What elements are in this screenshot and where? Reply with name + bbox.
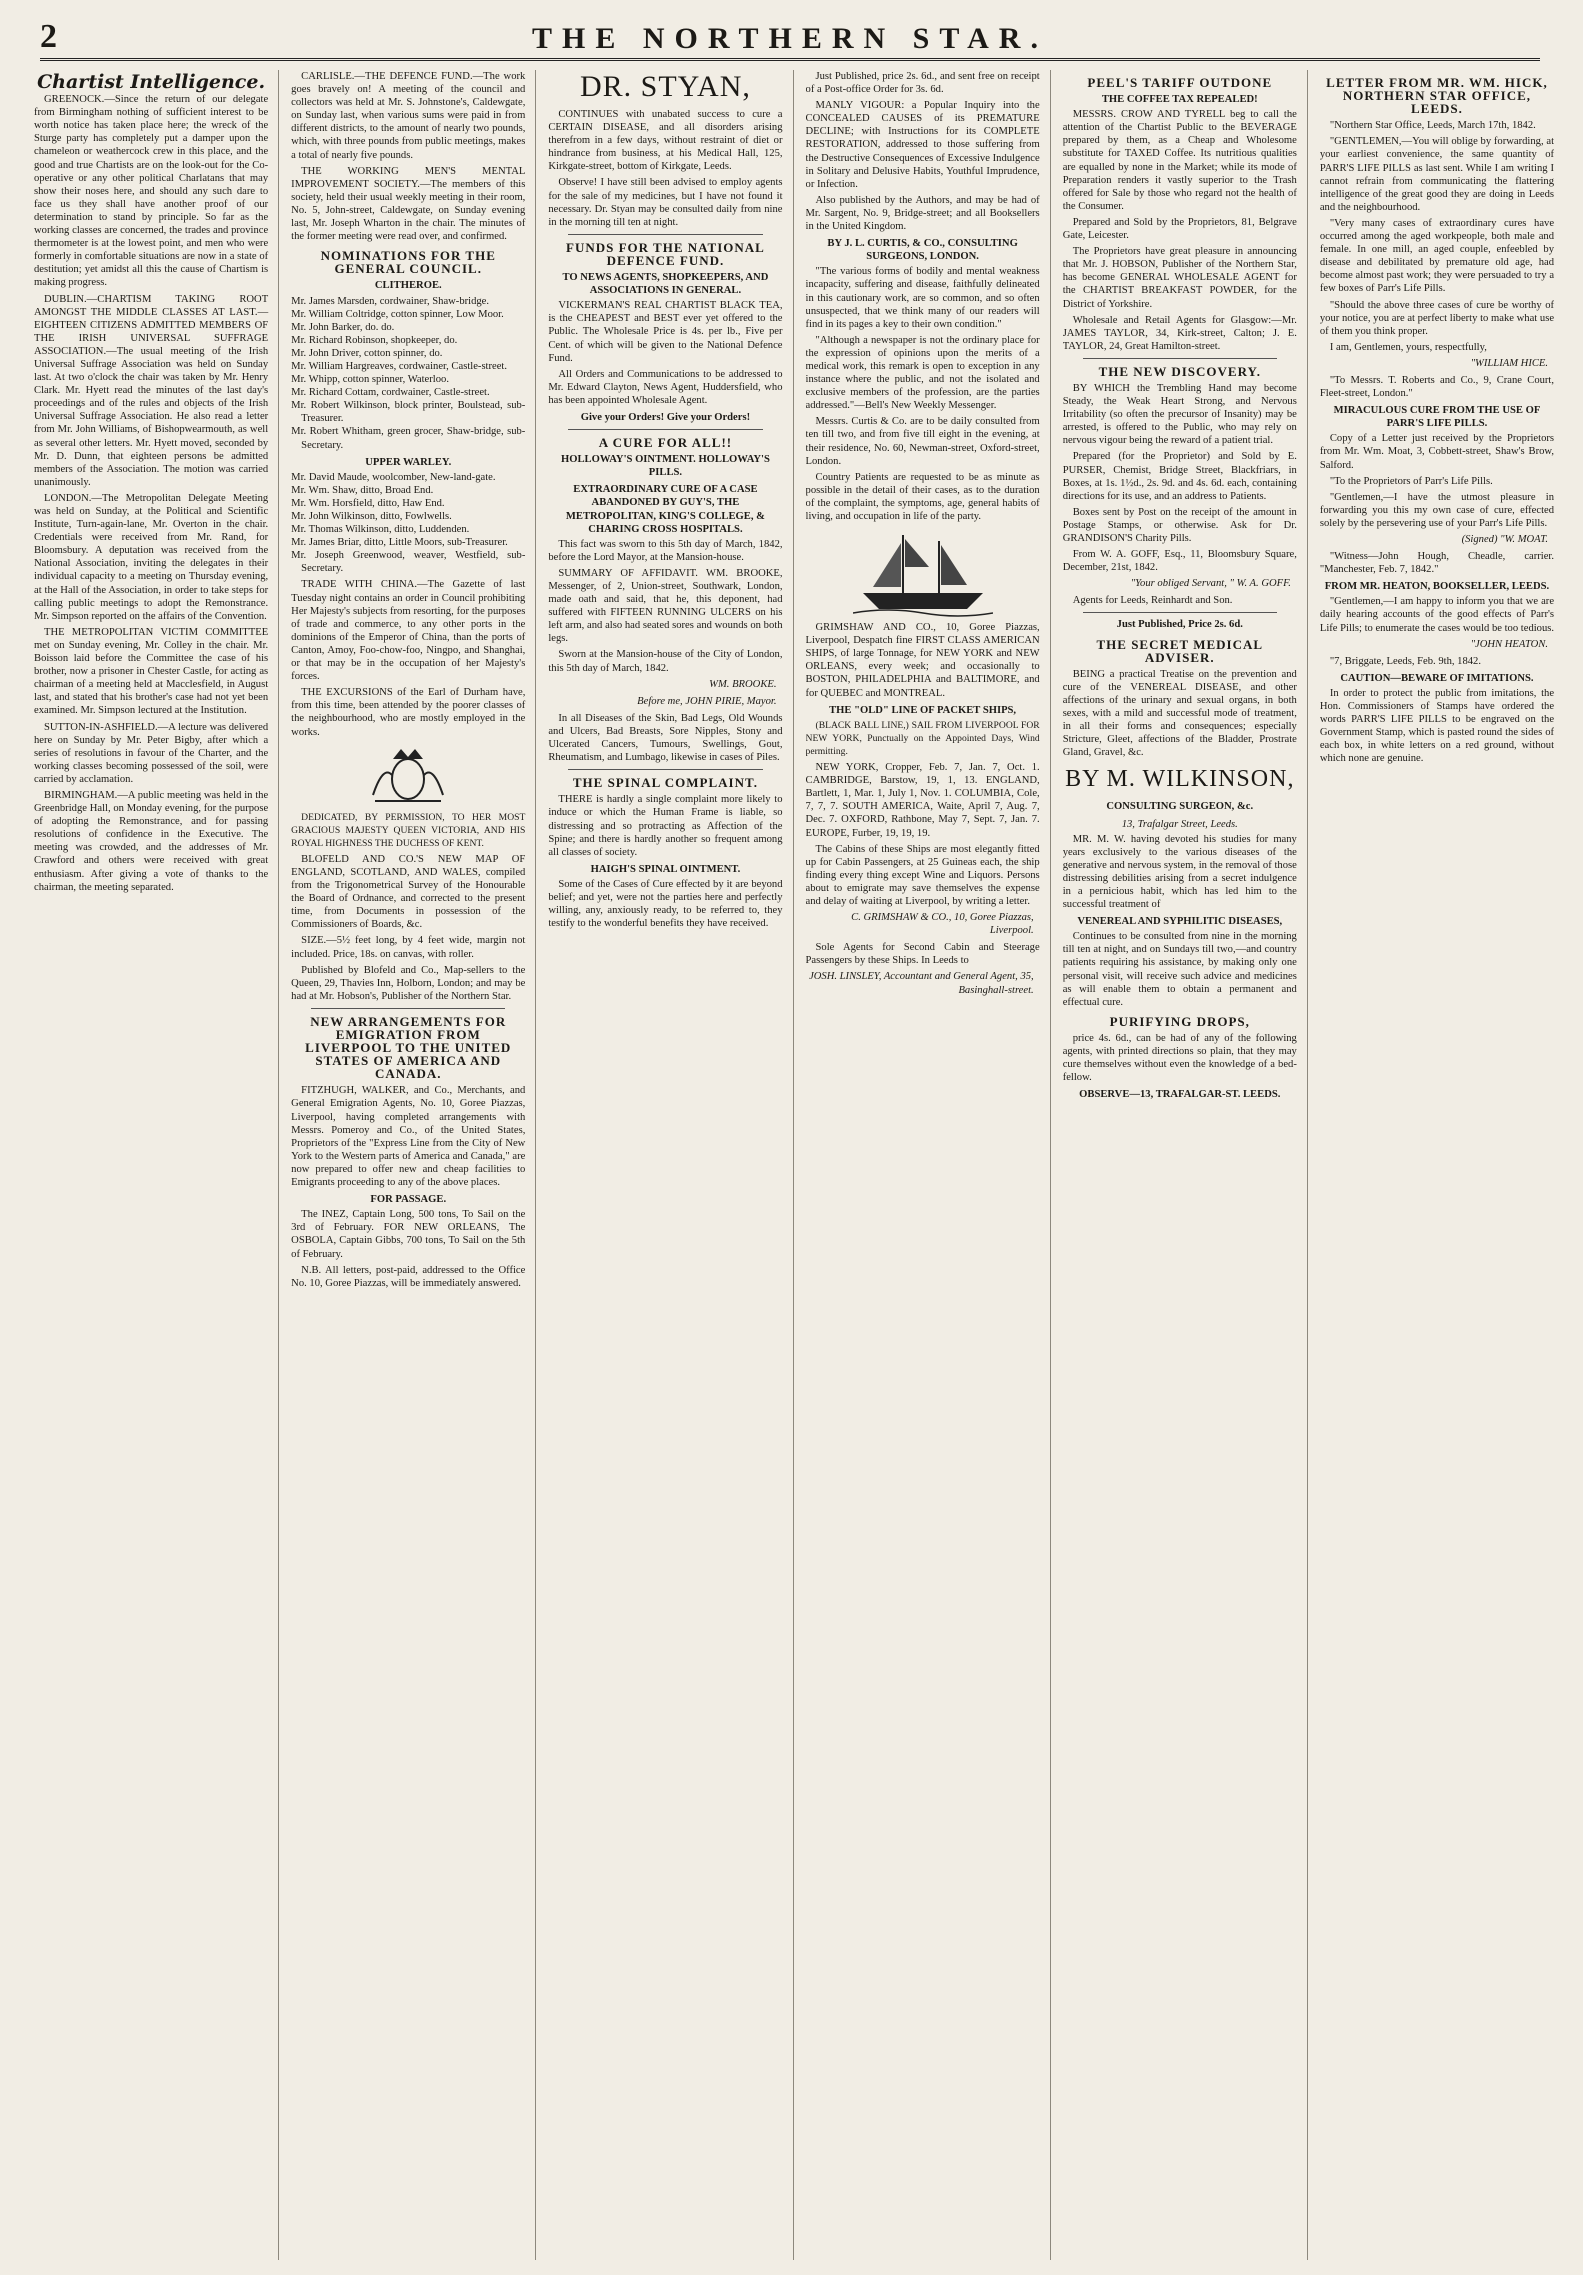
ad-styan-body: CONTINUES with unabated success to cure a CERTAIN DISEASE, and all disorders arising therefrom in a few days, without restraint of diet or hindrance from business, at his Medical Hall, 125, Kirkgate-street, bottom of Kirkgate, Leeds. xyxy=(548,109,783,173)
newspaper-title: THE NORTHERN STAR. xyxy=(532,22,1048,55)
hick-letter-body: "GENTLEMEN,—You will oblige by forwarding, at your earliest convenience, the same quantity of PARR'S LIFE PILLS as last sent. While I am writing I cannot refrain from communicating the flattering intelligence of the great good they are doing in Leeds and the neighbourhood. xyxy=(1319,136,1554,213)
ad-hobson-agent: The Proprietors have great pleasure in announcing that Mr. J. HOBSON, Publisher of the Northern Star, has become GENERAL WHOLESALE AGENT for the CHARTIST BREAKFAST POWDER, for the District of Yorkshire. xyxy=(1062,246,1297,310)
column-3 xyxy=(548,70,793,2260)
wilkinson-consulting: Continues to be consulted from nine in the morning till ten at night, and on Sundays till two,—and country patients requiring his assistance, by making only one personal visit, will receive such advice and medicines as will enable them to obtain a permanent and effectual cure. xyxy=(1062,931,1297,1008)
review-quote-1: "The various forms of bodily and mental weakness incapacity, suffering and disease, faithfully delineated in this cautionary work, are so common, and so often unsuspected, that we think many of our readers will find in its pages a key to their own condition." xyxy=(805,266,1040,330)
article-birmingham: BIRMINGHAM.—A public meeting was held in the Greenbridge Hall, on Monday evening, for the purpose of adopting the Remonstrance, and for passing resolutions of confidence in the Executive. The meeting was crowded, and the addresses of Mr. Crawford and others were received with great enthusiasm. After giving a vote of thanks to the chairman, the meeting separated. xyxy=(34,789,269,893)
ad-crow-address: Prepared and Sold by the Proprietors, 81, Belgrave Gate, Leicester. xyxy=(1062,216,1297,242)
ad-tea-agent: All Orders and Communications to be addressed to Mr. Edward Clayton, News Agent, Huddersfield, who has been appointed Wholesale Agent. xyxy=(548,368,783,406)
moat-witness: "Witness—John Hough, Cheadle, carrier. "Manchester, Feb. 7, 1842." xyxy=(1319,551,1554,576)
spinal-complaint-body: THERE is hardly a single complaint more likely to induce or which the Human Frame is liable, so distressing and so protracting as Affection of the Spine; and there is hardly another so frequent among all classes of society. xyxy=(548,794,783,858)
ad-glasgow-agents: Wholesale and Retail Agents for Glasgow:—Mr. JAMES TAYLOR, 34, Kirk-street, Calton; J. E. TAYLOR, 24, Great Hamilton-street. xyxy=(1062,314,1297,352)
secret-adviser-heading: THE SECRET MEDICAL ADVISER. xyxy=(1096,636,1264,665)
clitheroe-list xyxy=(291,295,525,452)
wilkinson-body: MR. M. W. having devoted his studies for many years exclusively to the various diseases of the generative and nervous system, in the removal of those distressing debilities arising from a secret indulgence in a pernicious habit, which has led him to the successful treatment of xyxy=(1062,833,1297,911)
purifying-drops-body: price 4s. 6d., can be had of any of the following agents, with printed directions so plain, that they may cure themselves without even the knowledge of a bed-fellow. xyxy=(1062,1032,1297,1084)
defence-fund-heading: FUNDS FOR THE NATIONAL DEFENCE FUND. xyxy=(566,239,765,268)
signature-moat: (Signed) "W. MOAT. xyxy=(1461,534,1549,545)
wilkinson-subheading: CONSULTING SURGEON, &c. xyxy=(1106,801,1254,813)
packet-cabins: The Cabins of these Ships are most elegantly fitted up for Cabin Passengers, at 25 Guineas each, the ship finding every thing except Wine and Liquors. Persons about to emigrate may save themselves the expense and delay of waiting at Liverpool, by writing a letter. xyxy=(805,843,1040,907)
holloway-diseases: In all Diseases of the Skin, Bad Legs, Old Wounds and Ulcers, Bad Breasts, Sore Nipples, Stony and Ulcerated Cancers, Tumours, Swellings, Gout, Rheumatism, and Lumbago, likewise in cases of Piles. xyxy=(548,712,783,764)
divider xyxy=(1083,612,1277,613)
signature-goff: "Your obliged Servant, " W. A. GOFF. xyxy=(1130,578,1291,590)
page-number: 2 xyxy=(40,18,57,55)
ship-list: The INEZ, Captain Long, 500 tons, To Sail on the 3rd of February. FOR NEW ORLEANS, The OSBOLA, Captain Gibbs, 700 tons, To Sail on the 5th of February. xyxy=(291,1209,526,1260)
upper-warley-list xyxy=(291,471,525,576)
article-dublin: DUBLIN.—CHARTISM TAKING ROOT AMONGST THE MIDDLE CLASSES AT LAST.—EIGHTEEN CITIZENS ADMITTED MEMBERS OF THE IRISH UNIVERSAL SUFFRAGE ASSOCIATION.—The usual meeting of the Irish Universal Suffrage Association was held on Sunday last. At two o'clock the chair was taken by Mr. Henry Clark. Mr. Hyett read the minutes of the last day's proceedings and of the rules and objects of the Irish Universal Suffrage Association. He also read a letter from Mr. John Williams, of Bishopwearmouth, as well as several other letters. Mr. Hyett moved, seconded by Mr. D. Dunn, that eighteen persons be admitted members of the Association. The motion was carried unanimously. xyxy=(34,293,269,488)
hick-letter-date: "Northern Star Office, Leeds, March 17th, 1842. xyxy=(1329,120,1536,132)
upper-warley-heading: UPPER WARLEY. xyxy=(365,456,452,468)
divider xyxy=(568,234,762,235)
hick-letter-address: "To Messrs. T. Roberts and Co., 9, Crane Court, Fleet-street, London." xyxy=(1319,374,1554,400)
signature-hick: "WILLIAM HICE. xyxy=(1470,357,1549,369)
curtis-byline: BY J. L. CURTIS, & CO., CONSULTING SURGEONS, LONDON. xyxy=(827,238,1018,263)
wilkinson-heading: BY M. WILKINSON, xyxy=(1065,766,1295,793)
divider xyxy=(568,429,762,430)
heaton-address: "7, Briggate, Leeds, Feb. 9th, 1842. xyxy=(1329,655,1482,667)
column-5 xyxy=(1063,70,1308,2260)
peels-tariff-heading: PEEL'S TARIFF OUTDONE xyxy=(1087,75,1273,90)
ad-purser: Prepared (for the Proprietor) and Sold by E. PURSER, Chemist, Bridge Street, Blackfriars, in Boxes, at 1s. 1½d., 2s. 9d. and 4s. 6d. each, containing directions for its use, and an address to Patients. xyxy=(1062,451,1297,502)
ad-letters-note: N.B. All letters, post-paid, addressed to the Office No. 10, Goree Piazzas, will be immediately answered. xyxy=(291,1264,526,1289)
passage-heading: FOR PASSAGE. xyxy=(370,1194,447,1206)
purifying-drops-heading: PURIFYING DROPS, xyxy=(1109,1013,1250,1029)
ad-crow-tyrell: MESSRS. CROW AND TYRELL beg to call the attention of the Chartist Public to the BEVERAGE prepared by them, as a Cheap and Wholesome substitute for TAXED Coffee. Its nutritious qualities are equalled by none in the Market; while its mode of Preparation renders it vastly superior to the Trash offered for Sale by those who regard not the health of the Consumer. xyxy=(1062,109,1297,212)
article-mental-improvement: THE WORKING MEN'S MENTAL IMPROVEMENT SOCIETY.—The members of this society, held their usual weekly meeting in their room, No. 5, John-street, Caldewgate, on Sunday evening last, Mr. Joseph Wharton in the chair. The minutes of the former meeting were read over, and confirmed. xyxy=(291,165,526,243)
holloway-sworn: This fact was sworn to this 5th day of March, 1842, before the Lord Mayor, at the Mansion-house. xyxy=(548,538,783,563)
new-discovery-heading: THE NEW DISCOVERY. xyxy=(1098,363,1261,379)
packet-agents: Sole Agents for Second Cabin and Steerage Passengers by these Ships. In Leeds to xyxy=(805,942,1040,967)
hick-letter-heading: LETTER FROM MR. WM. HICK, NORTHERN STAR OFFICE, LEEDS. xyxy=(1326,75,1548,117)
just-published: Just Published, Price 2s. 6d. xyxy=(1116,619,1243,631)
article-greenock: GREENOCK.—Since the return of our delegate from Birmingham nothing of sufficient interest to be worth notice has taken place here; the wreck of the Sturge party has completely put a damper upon the chameleon or weathercock crew in this place, and the good and true Chartists are on the look-out for the Co-operative or any other political Charlatans that may show their noses here, and should any such dare to face us they shall have another proof of our determination to stand by principle. So far as the working classes are concerned, the trades and province thermometer is at the lowest point, and men who were formerly in comfortable situations are now in a state of destitution; yet amidst all this the cause of Chartism is making progress. xyxy=(34,94,269,289)
list-item: Mr. Robert Whitham, green grocer, Shaw-bridge, sub-Secretary. xyxy=(291,426,526,451)
defence-fund-subheading: TO NEWS AGENTS, SHOPKEEPERS, AND ASSOCIATIONS IN GENERAL. xyxy=(562,272,769,297)
packet-schedule: NEW YORK, Cropper, Feb. 7, Jan. 7, Oct. 1. CAMBRIDGE, Barstow, 19, 1, 13. ENGLAND, Bartlett, 1, Mar. 1, July 1, Nov. 1. COLUMBIA, Cole, 7, 7, 7. SOUTH AMERICA, Waite, April 7, Aug. 7, Dec. 7. OXFORD, Rathbone, May 7, Sept. 7, Jan. 7. EUROPE, Furber, 19, 19, 19. xyxy=(805,762,1040,839)
list-item: Mr. John Barker, do. do. xyxy=(291,321,395,333)
caution-heading: CAUTION—BEWARE OF IMITATIONS. xyxy=(1340,672,1534,684)
list-item: Mr. Richard Cottam, cordwainer, Castle-street. xyxy=(291,387,490,399)
hick-letter-closing: "Should the above three cases of cure be worthy of your notice, you are at perfect liberty to make what use of them you think proper. xyxy=(1319,299,1554,337)
cure-heading: A CURE FOR ALL!! xyxy=(598,435,733,451)
article-london: LONDON.—The Metropolitan Delegate Meeting was held on Sunday, at the Political and Scientific Institute, Turn-again-lane, Mr. Overton in the chair. Credentials were received from Mr. Rand, for Bloomsbury. A deputation was received from the National Association, inviting the delegates in their individual capacity to a meeting on Thursday evening, at the Hall of the Association, in order to take steps for calling public meetings to adopt the Remonstrance. Mr. Simpson reported on the affairs of the Convention. xyxy=(34,492,269,622)
dedication-line: DEDICATED, BY PERMISSION, TO HER MOST GRACIOUS MAJESTY QUEEN VICTORIA, AND HIS ROYAL HIGHNESS THE DUCHESS OF KENT. xyxy=(291,811,526,849)
moat-intro: Copy of a Letter just received by the Proprietors from Mr. Wm. Moat, 3, Cobbett-street, Shaw's Brow, Salford. xyxy=(1319,433,1554,471)
curtis-country-patients: Country Patients are requested to be as minute as possible in the detail of their cases, as to the duration of the complaint, the symptoms, age, general habits of living, and occupation in life of the party. xyxy=(805,471,1040,522)
signature-linsley: JOSH. LINSLEY, Accountant and General Agent, 35, Basinghall-street. xyxy=(809,971,1034,996)
ad-vickerman-tea: VICKERMAN'S REAL CHARTIST BLACK TEA, is the CHEAPEST and BEST ever yet offered to the Public. The Wholesale Price is 4s. per lb., Five per Cent. of which will be given to the National Defence Fund. xyxy=(548,300,783,364)
list-item: Mr. Whipp, cotton spinner, Waterloo. xyxy=(291,374,449,386)
caution-body: In order to protect the public from imitations, the Hon. Commissioners of Stamps have ordered the words PARR'S LIFE PILLS to be engraved on the Government Stamp, which is pasted round the sides of each box, in white letters on a red ground, without which none are genuine. xyxy=(1319,687,1554,765)
ad-discovery-body: BY WHICH the Trembling Hand may become Steady, the Weak Heart Strong, and Nervous Irritability (so often the precursor of Insanity) may be arrested, is offered to the Public, who may rely on nervous vigour being the reward of a patient trial. xyxy=(1062,382,1297,447)
list-item: Mr. Richard Robinson, shopkeeper, do. xyxy=(291,334,458,346)
ad-grimshaw: GRIMSHAW AND CO., 10, Goree Piazzas, Liverpool, Despatch fine FIRST CLASS AMERICAN SHIPS, of large Tonnage, for NEW YORK and NEW ORLEANS, every week; and occasionally to BOSTON, PHILADELPHIA and BALTIMORE, and for QUEBEC and MONTREAL. xyxy=(805,622,1040,699)
list-item: Mr. James Briar, ditto, Little Moors, sub-Treasurer. xyxy=(291,537,508,549)
venereal-heading: VENEREAL AND SYPHILITIC DISEASES, xyxy=(1077,916,1283,928)
dr-styan-heading: DR. STYAN, xyxy=(580,70,751,103)
list-item: Mr. Thomas Wilkinson, ditto, Luddenden. xyxy=(291,524,470,536)
column-2 xyxy=(291,70,536,2260)
nominations-heading: NOMINATIONS FOR THE GENERAL COUNCIL. xyxy=(320,248,496,277)
list-item: Mr. James Marsden, cordwainer, Shaw-bridge. xyxy=(291,295,490,307)
article-sutton: SUTTON-IN-ASHFIELD.—A lecture was delivered here on Sunday by Mr. Peter Bigby, after which a series of resolutions in favour of the Charter, and the working classes becoming possessed of the soil, were carried by acclamation. xyxy=(34,721,269,785)
clitheroe-heading: CLITHEROE. xyxy=(374,280,442,292)
moat-salutation: "To the Proprietors of Parr's Life Pills. xyxy=(1329,475,1493,487)
emigration-heading: NEW ARRANGEMENTS FOR EMIGRATION FROM LIVERPOOL TO THE UNITED STATES OF AMERICA AND CANADA. xyxy=(305,1013,512,1082)
divider xyxy=(1083,358,1277,359)
manly-vigour-published: Also published by the Authors, and may be had of Mr. Sargent, No. 9, Bridge-street; and all Booksellers in the United Kingdom. xyxy=(805,194,1040,233)
extraordinary-cure-heading: EXTRAORDINARY CURE OF A CASE ABANDONED BY GUY'S, THE METROPOLITAN, KING'S COLLEGE, & CHARING CROSS HOSPITALS. xyxy=(565,484,765,535)
holloway-sworn-date: Sworn at the Mansion-house of the City of London, this 5th day of March, 1842. xyxy=(548,649,783,674)
coffee-tax-heading: THE COFFEE TAX REPEALED! xyxy=(1101,94,1258,106)
ad-tea-tagline: Give your Orders! Give your Orders! xyxy=(580,411,751,423)
spinal-complaint-heading: THE SPINAL COMPLAINT. xyxy=(572,775,758,791)
signature-brooke: WM. BROOKE. xyxy=(709,678,777,690)
list-item: Mr. Robert Wilkinson, block printer, Boulstead, sub-Treasurer. xyxy=(291,400,526,425)
hick-letter-cases: "Very many cases of extraordinary cures have occurred among the aged workpeople, both male and female. In one mill, an aged couple, enfeebled by disease and debilitated by premature old age, had become almost past work; they were persuaded to try a few boxes of Parr's Life Pills. xyxy=(1319,217,1554,295)
list-item: Mr. Joseph Greenwood, weaver, Westfield, sub-Secretary. xyxy=(291,550,526,575)
packet-line-subheading: (BLACK BALL LINE,) SAIL FROM LIVERPOOL FOR NEW YORK, Punctually on the Appointed Days, Wind permitting. xyxy=(805,719,1040,757)
manly-vigour-intro: Just Published, price 2s. 6d., and sent free on receipt of a Post-office Order for 3s. 6d. xyxy=(805,71,1040,96)
hick-letter-valediction: I am, Gentlemen, yours, respectfully, xyxy=(1329,341,1487,353)
moat-letter-body: "Gentlemen,—I have the utmost pleasure in forwarding you this my own case of cure, effected solely by the persevering use of your Parr's Life Pills. xyxy=(1319,491,1554,529)
ad-fitzhugh-walker: FITZHUGH, WALKER, and Co., Merchants, and General Emigration Agents, No. 10, Goree Piazzas, Liverpool, having completed arrangements with Messrs. Pomeroy and Co., of the United States, Proprietors of the "Express Line from the City of New York to the Western parts of America and Canada," are now prepared to offer new and cheap facilities to Emigrants proceeding to any of the above places. xyxy=(291,1085,526,1189)
manly-vigour-title: MANLY VIGOUR: a Popular Inquiry into the CONCEALED CAUSES of its PREMATURE DECLINE; with Instructions for its COMPLETE RESTORATION, addressed to those suffering from the Destructive Consequences of Excessive Indulgence in Solitary and Delusive Habits, Youthful Imprudence, or Infection. xyxy=(805,100,1040,190)
signature-heaton: "JOHN HEATON. xyxy=(1470,638,1549,650)
curtis-consulting: Messrs. Curtis & Co. are to be daily consulted from ten till two, and from five till eight in the evening, at their residence, No. 60, Newman-street, Oxford-street, London. xyxy=(805,416,1040,467)
divider xyxy=(311,1008,505,1009)
columns xyxy=(34,70,1554,2260)
ad-goff-letter: From W. A. GOFF, Esq., 11, Bloomsbury Square, December, 21st, 1842. xyxy=(1062,549,1297,574)
secret-adviser-body: BEING a practical Treatise on the prevention and cure of the VENEREAL DISEASE, and other affections of the urinary and sexual organs, in both sexes, with a mild and successful mode of treatment, in all their forms and consequences; especially Stricture, Gleet, affections of the Bladder, Prostrate Gland, Gravel, &c. xyxy=(1062,668,1297,759)
ad-map-size: SIZE.—5½ feet long, by 4 feet wide, margin not included. Price, 18s. on canvas, with roller. xyxy=(291,935,526,960)
ad-styan-note: Observe! I have still been advised to employ agents for the sale of my medicines, but I have not found it necessary. Dr. Styan may be consulted daily from nine in the morning till ten at night. xyxy=(548,177,783,228)
heaton-letter-body: "Gentlemen,—I am happy to inform you that we are daily hearing accounts of the good effects of Parr's Life Pills; to enumerate the cases would be too tedious. xyxy=(1319,596,1554,634)
list-item: Mr. David Maude, woolcomber, New-land-gate. xyxy=(291,471,496,483)
sailing-ship-icon xyxy=(853,527,993,617)
observe-address: OBSERVE—13, TRAFALGAR-ST. LEEDS. xyxy=(1079,1089,1281,1101)
holloway-subheading: HOLLOWAY'S OINTMENT. HOLLOWAY'S PILLS. xyxy=(560,454,770,479)
divider xyxy=(568,769,762,770)
list-item: Mr. Wm. Shaw, ditto, Broad End. xyxy=(291,484,434,496)
holloway-affidavit: SUMMARY OF AFFIDAVIT. WM. BROOKE, Messenger, of 2, Union-street, Southwark, London, made oath and said, that he, this deponent, had suffered with FIFTEEN RUNNING ULCERS on his left arm, and also had seated sores and wounds on both legs. xyxy=(548,567,783,645)
signature-grimshaw: C. GRIMSHAW & CO., 10, Goree Piazzas, Liverpool. xyxy=(851,912,1034,937)
article-excursions: THE EXCURSIONS of the Earl of Durham have, from this time, been attended by the poorer classes of the neighbourhood, who are mostly employed in the works. xyxy=(291,687,526,738)
wilkinson-address: 13, Trafalgar Street, Leeds. xyxy=(1121,818,1238,830)
signature-mayor: Before me, JOHN PIRIE, Mayor. xyxy=(637,695,777,707)
list-item: Mr. John Wilkinson, ditto, Fowlwells. xyxy=(291,511,452,522)
haigh-ointment-body: Some of the Cases of Cure effected by it are beyond belief; and yet, were not the parties here and perfectly willing, any, anxiously ready, to be referred to, they testify to the wonderful benefits they have received. xyxy=(548,878,783,930)
ad-leeds-agents: Agents for Leeds, Reinhardt and Son. xyxy=(1072,595,1233,607)
review-quote-2: "Although a newspaper is not the ordinary place for the expression of opinions upon the merits of a medical work, this remark is open to exception in any instance where the public, and not the isolated and exclusive members of the profession, are the parties addressed."—Bell's New Weekly Messenger. xyxy=(805,334,1040,412)
article-china-trade: TRADE WITH CHINA.—The Gazette of last Tuesday night contains an order in Council prohibiting Her Majesty's subjects from resorting, for the purposes of trade and commerce, to any other ports in the dominions of the Emperor of China, than the ports of Canton, Amoy, Foo-chow-foo, Ningpo, and Shanghai, or that may be in the occupation of her Majesty's forces. xyxy=(291,579,526,683)
heaton-heading: FROM MR. HEATON, BOOKSELLER, LEEDS. xyxy=(1324,581,1550,593)
haigh-ointment-heading: HAIGH'S SPINAL OINTMENT. xyxy=(590,863,741,875)
list-item: Mr. William Coltridge, cotton spinner, Low Moor. xyxy=(291,308,504,320)
column-4 xyxy=(806,70,1051,2260)
article-carlisle: CARLISLE.—THE DEFENCE FUND.—The work goes bravely on! A meeting of the council and collectors was held at Mr. S. Johnstone's, Caldewgate, on Sunday last, when various sums were paid in from different districts, to the amount of nearly two pounds, which, with three pounds from public meetings, makes a total of nearly five pounds. xyxy=(291,71,526,161)
column-6 xyxy=(1320,70,1554,2260)
column-1 xyxy=(34,70,279,2260)
ad-boxes-post: Boxes sent by Post on the receipt of the amount in Postage Stamps, or otherwise. Ask for Dr. GRANDISON'S Charity Pills. xyxy=(1062,506,1297,544)
list-item: Mr. Wm. Horsfield, ditto, Haw End. xyxy=(291,497,445,509)
article-victim-committee: THE METROPOLITAN VICTIM COMMITTEE met on Sunday evening, Mr. Colley in the chair. Mr. Boisson laid before the Committee the case of his brother, now a prisoner in Chester Castle, for acting as chairman of a meeting held at Macclesfield, in August last, and stated that his brother's case had not yet been examined. Mr. Simpson lectured at the Institution. xyxy=(34,626,269,717)
list-item: Mr. John Driver, cotton spinner, do. xyxy=(291,347,443,359)
masthead xyxy=(40,18,1540,61)
ad-blofeld-map: BLOFELD AND CO.'S NEW MAP OF ENGLAND, SCOTLAND, AND WALES, compiled from the Trigonometrical Survey of the Honourable the Board of Ordnance, and corrected to the present time, from Documents in possession of the Commissioners of Boards, &c. xyxy=(291,853,526,931)
royal-crest-icon xyxy=(363,745,453,805)
packet-line-heading: THE "OLD" LINE OF PACKET SHIPS, xyxy=(829,704,1017,716)
section-heading-chartist: Chartist Intelligence. xyxy=(37,71,266,93)
miraculous-cure-heading: MIRACULOUS CURE FROM THE USE OF PARR'S LIFE PILLS. xyxy=(1333,405,1541,430)
ad-map-publisher: Published by Blofeld and Co., Map-sellers to the Queen, 29, Thavies Inn, Holborn, London; and may be had at Mr. Hobson's, Publisher of the Northern Star. xyxy=(291,964,526,1002)
list-item: Mr. William Hargreaves, cordwainer, Castle-street. xyxy=(291,360,508,372)
